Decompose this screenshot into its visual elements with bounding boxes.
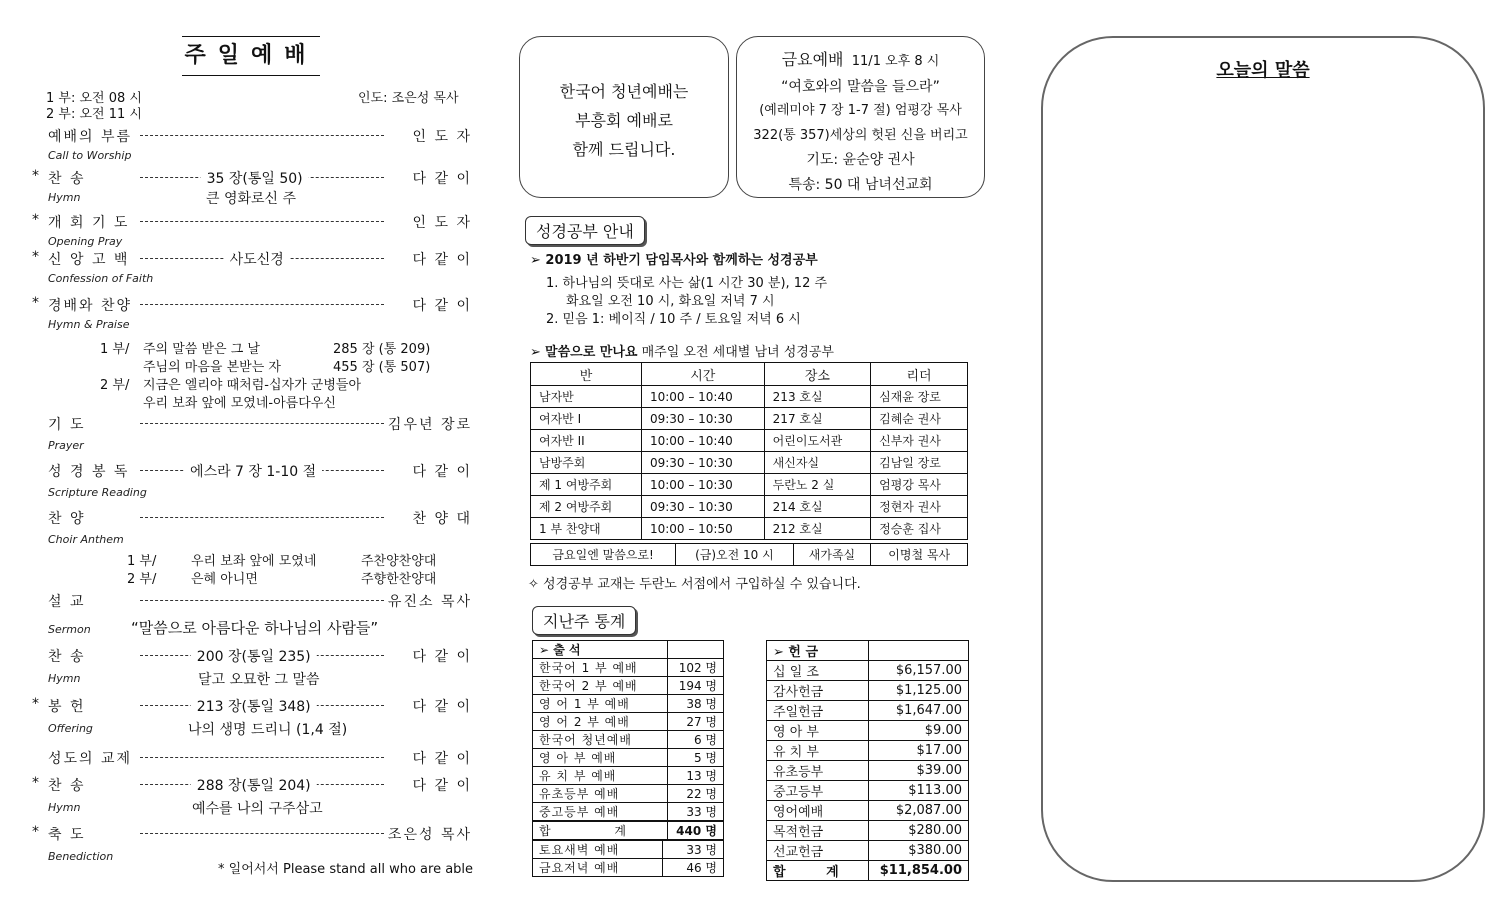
- bible-line-3: 2. 믿음 1: 베이직 / 10 주 / 토요일 저녁 6 시: [546, 312, 801, 327]
- offering-amount: $1,125.00: [868, 681, 968, 701]
- table-row: [767, 661, 969, 681]
- table-row: [767, 741, 969, 761]
- service-label: 예배의 부름: [48, 129, 133, 145]
- table-row: [533, 767, 724, 785]
- offering-amount: $380.00: [868, 841, 968, 861]
- service-label: 찬 송: [48, 649, 86, 665]
- table-cell: 엄평강 목사: [871, 474, 968, 496]
- service-row: [32, 212, 472, 232]
- attendance-count: 38 명: [668, 695, 724, 713]
- service-row: [32, 168, 472, 188]
- stand-marker: *: [32, 824, 39, 840]
- service-label: 성도의 교제: [48, 751, 133, 767]
- dash-line: [140, 135, 384, 136]
- attendance-label: 금요저녁 예배: [533, 859, 663, 877]
- service-row: [48, 646, 472, 666]
- table-cell: 제 2 여방주회: [531, 496, 642, 518]
- english-label: Benediction: [48, 850, 114, 863]
- english-label: Sermon: [48, 623, 91, 636]
- table-header: 반: [531, 363, 642, 386]
- table-cell: 정현자 권사: [871, 496, 968, 518]
- table-header: 시간: [641, 363, 764, 386]
- table-cell: 1 부 찬양대: [531, 518, 642, 540]
- attendance-label: 한국어 청년예배: [533, 731, 668, 749]
- service-row: [48, 461, 472, 481]
- friday-special: 특송: 50 대 남녀선교회: [788, 176, 933, 193]
- attendance-label: 한국어 1 부 예배: [533, 659, 668, 677]
- table-row: [767, 801, 969, 821]
- offering-amount: $6,157.00: [868, 661, 968, 681]
- attendance-label: 영 아 부 예배: [533, 749, 668, 767]
- bible-line-2: 화요일 오전 10 시, 화요일 저녁 7 시: [566, 294, 775, 309]
- service-detail: 200 장(통일 235): [191, 646, 317, 666]
- table-cell: 214 호실: [764, 496, 870, 518]
- table-cell: 09:30 – 10:30: [641, 496, 764, 518]
- table-cell: 212 호실: [764, 518, 870, 540]
- sermon-title: “말씀으로 아름다운 하나님의 사람들”: [131, 619, 379, 637]
- offering-amount: $9.00: [868, 721, 968, 741]
- offering-label: 십 일 조: [767, 661, 869, 681]
- attendance-label: 영 어 2 부 예배: [533, 713, 668, 731]
- table-cell: 09:30 – 10:30: [641, 452, 764, 474]
- table-row: [531, 430, 968, 452]
- service-row: [48, 414, 472, 434]
- table-cell: 여자반 I: [531, 408, 642, 430]
- attendance-label: 유초등부 예배: [533, 785, 668, 803]
- table-cell: 제 1 여방주회: [531, 474, 642, 496]
- table-row: [533, 695, 724, 713]
- table-cell: 심재윤 장로: [871, 386, 968, 408]
- hymn-number: 455 장 (통 507): [333, 360, 431, 375]
- dash-line: [140, 423, 384, 424]
- english-label: Call to Worship: [48, 149, 132, 162]
- attendance-label: 영 어 1 부 예배: [533, 695, 668, 713]
- service-row: [48, 591, 472, 611]
- table-cell: 10:00 – 10:40: [641, 430, 764, 452]
- english-label: Scripture Reading: [48, 486, 147, 499]
- table-cell: 정승훈 집사: [871, 518, 968, 540]
- hymn-title: 달고 오묘한 그 말씀: [198, 672, 320, 688]
- table-cell: 10:00 – 10:30: [641, 474, 764, 496]
- friday-when: 11/1 오후 8 시: [851, 54, 940, 69]
- friday-service-box: [736, 36, 985, 198]
- attendance-table: [532, 640, 724, 840]
- service-label: 신 앙 고 백: [48, 252, 130, 268]
- table-cell: 남자반: [531, 386, 642, 408]
- offering-label: 유초등부: [767, 761, 869, 781]
- praise-song: 지금은 엘리야 때처럼-십자가 군병들아: [143, 378, 362, 393]
- attendance-count: 6 명: [668, 731, 724, 749]
- offering-amount: $39.00: [868, 761, 968, 781]
- english-label: Opening Pray: [48, 235, 123, 248]
- table-row: [767, 641, 969, 661]
- table-row: [531, 518, 968, 540]
- table-cell: 09:30 – 10:30: [641, 408, 764, 430]
- table-row: [533, 731, 724, 749]
- service-person: 김우년 장로: [384, 414, 472, 434]
- stats-tab: 지난주 통계: [532, 606, 636, 635]
- table-cell: 217 호실: [764, 408, 870, 430]
- stand-marker: *: [32, 212, 39, 228]
- today-word-title: 오늘의 말씀: [1216, 60, 1310, 81]
- attendance-label: 토요새벽 예배: [533, 841, 663, 859]
- offering-label: 목적헌금: [767, 821, 869, 841]
- dash-line: [140, 757, 384, 758]
- table-cell: 어린이도서관: [764, 430, 870, 452]
- offering-label: 유 치 부: [767, 741, 869, 761]
- offering-label: 감사헌금: [767, 681, 869, 701]
- service-label: 성 경 봉 독: [48, 464, 130, 480]
- friday-title: 금요예배: [781, 50, 844, 69]
- service-person: 다 같 이: [409, 696, 472, 716]
- service-detail: 사도신경: [224, 249, 290, 269]
- service-part: 1 부/: [100, 342, 130, 357]
- attendance-count: 33 명: [668, 803, 724, 822]
- attendance-title: ➢ 출 석: [533, 641, 668, 659]
- service-detail: 35 장(통일 50): [201, 168, 309, 188]
- table-row: [531, 386, 968, 408]
- table-row: [533, 641, 724, 659]
- table-header: 리더: [871, 363, 968, 386]
- praise-song: 우리 보좌 앞에 모였네-아름다우신: [143, 396, 336, 411]
- bible-line-1: 1. 하나님의 뜻대로 사는 삶(1 시간 30 분), 12 주: [546, 276, 828, 291]
- offering-total-label: 합 계: [767, 861, 869, 881]
- table-cell: 김혜순 권사: [871, 408, 968, 430]
- english-label: Hymn & Praise: [48, 318, 130, 331]
- table-row: [533, 659, 724, 677]
- table-cell: 여자반 II: [531, 430, 642, 452]
- service-time-2: 2 부: 오전 11 시: [46, 107, 142, 122]
- service-label: 찬 송: [48, 778, 86, 794]
- attendance-count: 102 명: [668, 659, 724, 677]
- table-cell: 새가족실: [793, 544, 871, 566]
- table-row: [531, 496, 968, 518]
- table-cell: 남방주회: [531, 452, 642, 474]
- service-detail: 288 장(통일 204): [191, 775, 317, 795]
- hymn-number: 285 장 (통 209): [333, 342, 431, 357]
- stand-footnote: * 일어서서 Please stand all who are able: [218, 862, 474, 877]
- table-row: [767, 721, 969, 741]
- attendance-count: 27 명: [668, 713, 724, 731]
- table-row: [533, 859, 724, 877]
- service-person: 인 도 자: [409, 212, 472, 232]
- english-label: Hymn: [48, 801, 81, 814]
- offering-title: ➢ 헌 금: [767, 641, 869, 661]
- service-person: 다 같 이: [409, 295, 472, 315]
- table-cell: 10:00 – 10:50: [641, 518, 764, 540]
- english-label: Confession of Faith: [48, 272, 154, 285]
- table-row: [767, 701, 969, 721]
- friday-prayer: 기도: 윤순양 권사: [806, 152, 915, 168]
- service-row: [32, 249, 472, 269]
- offering-amount: $280.00: [868, 821, 968, 841]
- service-row: [32, 824, 472, 844]
- table-cell: (금)오전 10 시: [676, 544, 793, 566]
- service-person: 다 같 이: [409, 168, 472, 188]
- offering-total: $11,854.00: [868, 861, 968, 881]
- bible-study-tab: 성경공부 안내: [525, 216, 645, 245]
- english-label: Hymn: [48, 191, 81, 204]
- offering-label: 중고등부: [767, 781, 869, 801]
- attendance-total-label: 합 계: [533, 821, 668, 840]
- service-row: [48, 126, 472, 146]
- service-person: 다 같 이: [409, 461, 472, 481]
- weekday-attendance-table: [532, 840, 724, 877]
- table-row: [533, 785, 724, 803]
- table-row: [767, 761, 969, 781]
- table-row: [767, 861, 969, 881]
- friday-study-row: [530, 543, 968, 566]
- dash-line: [140, 221, 384, 222]
- table-row: [767, 841, 969, 861]
- table-row: [533, 749, 724, 767]
- table-row: [533, 841, 724, 859]
- service-row: [32, 295, 472, 315]
- choir-name: 주찬양찬양대: [361, 554, 437, 569]
- table-cell: 금요일엔 말씀으로!: [531, 544, 676, 566]
- english-label: Prayer: [48, 439, 84, 452]
- praise-song: 주님의 마음을 본받는 자: [143, 360, 281, 375]
- offering-amount: $2,087.00: [868, 801, 968, 821]
- service-label: 찬 송: [48, 171, 86, 187]
- service-detail: 에스라 7 장 1-10 절: [184, 461, 322, 481]
- service-person: 다 같 이: [409, 646, 472, 666]
- attendance-count: 33 명: [663, 841, 724, 859]
- attendance-count: 194 명: [668, 677, 724, 695]
- attendance-count: 5 명: [668, 749, 724, 767]
- stand-marker: *: [32, 696, 39, 712]
- anthem-song: 우리 보좌 앞에 모였네: [191, 554, 317, 569]
- stand-marker: *: [32, 168, 39, 184]
- service-person: 다 같 이: [409, 249, 472, 269]
- offering-amount: $17.00: [868, 741, 968, 761]
- table-cell: 이명철 목사: [871, 544, 968, 566]
- friday-hymn: 322(통 357)세상의 헛된 신을 버리고: [753, 127, 968, 143]
- table-cell: 신부자 권사: [871, 430, 968, 452]
- table-row: [767, 821, 969, 841]
- table-cell: 김남일 장로: [871, 452, 968, 474]
- table-row: [533, 821, 724, 840]
- english-label: Hymn: [48, 672, 81, 685]
- table-header: 장소: [764, 363, 870, 386]
- service-time-1: 1 부: 오전 08 시: [46, 91, 142, 106]
- bible-heading-2: ➢ 말씀으로 만나요 매주일 오전 세대별 남녀 성경공부: [530, 345, 834, 360]
- attendance-count: 22 명: [668, 785, 724, 803]
- table-cell: [668, 641, 724, 659]
- offering-table: [766, 640, 969, 881]
- hymn-title: 나의 생명 드리니 (1,4 절): [188, 722, 348, 738]
- service-leader: 인도: 조은성 목사: [358, 91, 459, 106]
- table-cell: 새신자실: [764, 452, 870, 474]
- dash-line: [140, 517, 384, 518]
- page-title: 주일예배: [182, 36, 320, 76]
- service-label: 개 회 기 도: [48, 215, 130, 231]
- table-row: [531, 452, 968, 474]
- table-row: [531, 408, 968, 430]
- service-row: [48, 748, 472, 768]
- table-row: [533, 803, 724, 822]
- youth-notice-text: 한국어 청년예배는 부흥회 예배로 함께 드립니다.: [559, 82, 689, 159]
- bible-note: ✧ 성경공부 교재는 두란노 서점에서 구입하실 수 있습니다.: [528, 577, 861, 592]
- dash-line: [140, 304, 384, 305]
- table-row: [533, 677, 724, 695]
- stand-marker: *: [32, 295, 39, 311]
- offering-label: 선교헌금: [767, 841, 869, 861]
- table-cell: [868, 641, 968, 661]
- service-person: 다 같 이: [409, 775, 472, 795]
- service-person: 유진소 목사: [384, 591, 472, 611]
- table-row: [531, 474, 968, 496]
- hymn-title: 예수를 나의 구주삼고: [192, 801, 323, 817]
- service-part: 2 부/: [100, 378, 130, 393]
- service-part: 1 부/: [127, 554, 157, 569]
- service-person: 조은성 목사: [384, 824, 472, 844]
- choir-name: 주향한찬양대: [361, 572, 437, 587]
- english-label: Choir Anthem: [48, 533, 124, 546]
- praise-song: 주의 말씀 받은 그 날: [143, 342, 260, 357]
- service-detail: 213 장(통일 348): [191, 696, 317, 716]
- attendance-label: 중고등부 예배: [533, 803, 668, 822]
- attendance-count: 13 명: [668, 767, 724, 785]
- attendance-label: 유 치 부 예배: [533, 767, 668, 785]
- dash-line: [140, 833, 384, 834]
- service-row: [32, 775, 472, 795]
- offering-label: 주일헌금: [767, 701, 869, 721]
- youth-notice-box: [519, 36, 729, 198]
- attendance-count: 46 명: [663, 859, 724, 877]
- table-cell: 10:00 – 10:40: [641, 386, 764, 408]
- offering-amount: $1,647.00: [868, 701, 968, 721]
- stand-marker: *: [32, 249, 39, 265]
- offering-amount: $113.00: [868, 781, 968, 801]
- service-label: 찬 양: [48, 511, 86, 527]
- friday-sermon: “여호와의 말씀을 들으라”: [781, 78, 940, 95]
- service-label: 봉 헌: [48, 699, 86, 715]
- bible-heading-1: ➢ 2019 년 하반기 담임목사와 함께하는 성경공부: [530, 253, 818, 268]
- english-label: Offering: [48, 722, 93, 735]
- service-label: 기 도: [48, 417, 86, 433]
- service-label: 축 도: [48, 827, 86, 843]
- hymn-title: 큰 영화로신 주: [206, 191, 297, 207]
- friday-ref: (예레미야 7 장 1-7 절) 엄평강 목사: [759, 103, 962, 118]
- service-person: 인 도 자: [409, 126, 472, 146]
- service-row: [48, 508, 472, 528]
- service-part: 2 부/: [127, 572, 157, 587]
- table-cell: 두란노 2 실: [764, 474, 870, 496]
- bible-schedule-table: [530, 362, 968, 540]
- attendance-total: 440 명: [668, 821, 724, 840]
- offering-label: 영어예배: [767, 801, 869, 821]
- service-label: 설 교: [48, 594, 86, 610]
- today-word-box: [1041, 36, 1485, 882]
- table-row: [533, 713, 724, 731]
- table-cell: 213 호실: [764, 386, 870, 408]
- offering-label: 영 아 부: [767, 721, 869, 741]
- dash-line: [140, 600, 384, 601]
- service-person: 다 같 이: [409, 748, 472, 768]
- service-label: 경배와 찬양: [48, 298, 133, 314]
- stand-marker: *: [32, 775, 39, 791]
- anthem-song: 은혜 아니면: [191, 572, 258, 587]
- attendance-label: 한국어 2 부 예배: [533, 677, 668, 695]
- table-row: [767, 681, 969, 701]
- service-person: 찬 양 대: [409, 508, 472, 528]
- service-row: [32, 696, 472, 716]
- table-row: [767, 781, 969, 801]
